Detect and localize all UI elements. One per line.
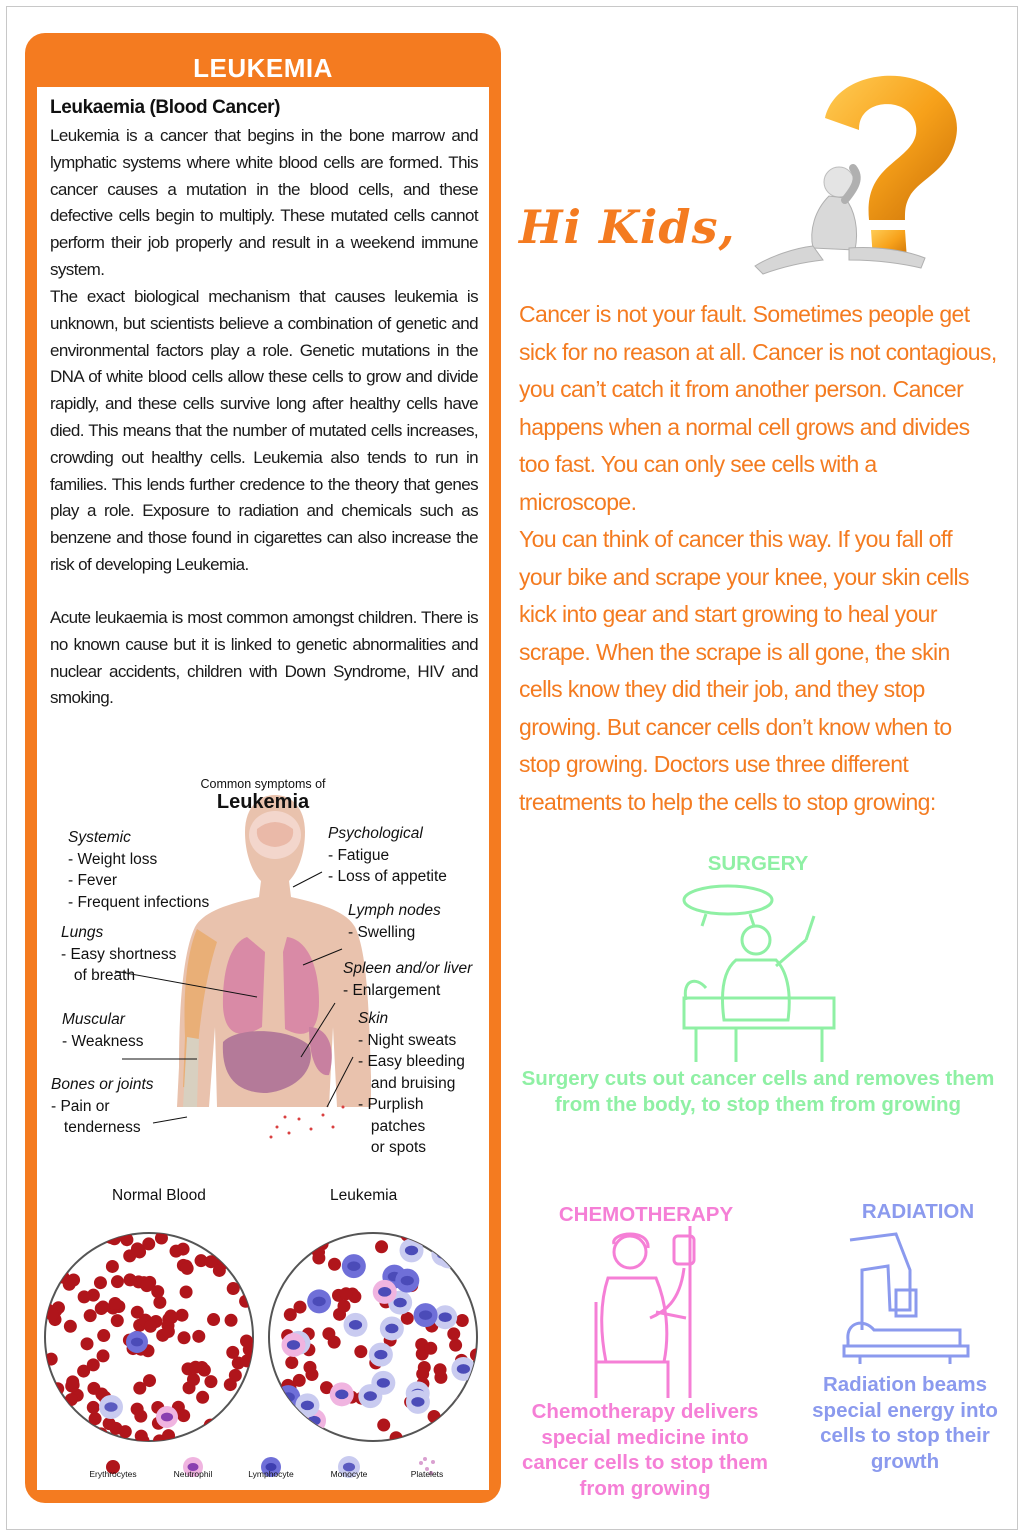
legend-platelets: Platelets [410, 1469, 444, 1479]
legend-monocyte: Monocyte [330, 1469, 368, 1479]
erythrocyte-cell [44, 1259, 57, 1272]
radiation-icon [840, 1230, 970, 1365]
erythrocyte-cell [192, 1330, 205, 1343]
erythrocyte-cell [134, 1410, 147, 1423]
erythrocyte-cell [111, 1275, 124, 1288]
erythrocyte-cell [64, 1415, 77, 1428]
legend-neutrophil: Neutrophil [173, 1469, 213, 1479]
chemotherapy-icon [590, 1222, 720, 1402]
erythrocyte-cell [96, 1301, 109, 1314]
leukemia-panel [25, 33, 501, 1503]
label-bones-joints: Bones or joints - Pain or tenderness [51, 1076, 154, 1136]
erythrocyte-cell [281, 1257, 294, 1270]
erythrocyte-cell [227, 1282, 240, 1295]
symptoms-caption-large: Leukemia [216, 791, 310, 813]
erythrocyte-cell [140, 1279, 153, 1292]
erythrocyte-cell [224, 1378, 237, 1391]
erythrocyte-cell [56, 1231, 69, 1244]
erythrocyte-cell [207, 1313, 220, 1326]
erythrocyte-cell [424, 1342, 437, 1355]
chemotherapy-description: Chemotherapy delivers special medicine into cancer cells to stop them from growing [521, 1400, 769, 1500]
surgery-description: Surgery cuts out cancer cells and removes them from the body, to stop them from growing [521, 1067, 995, 1116]
label-lungs: Lungs - Easy shortness of breath [61, 924, 177, 984]
erythrocyte-cell [109, 1297, 122, 1310]
blood-circles [37, 1207, 489, 1487]
erythrocyte-cell [375, 1240, 388, 1253]
erythrocyte-cell [217, 1233, 230, 1246]
erythrocyte-cell [449, 1339, 462, 1352]
surgery-title: SURGERY [707, 852, 809, 875]
erythrocyte-cell [303, 1361, 316, 1374]
erythrocyte-cell [412, 1228, 425, 1241]
label-systemic: Systemic - Weight loss - Fever - Frequent infections [68, 829, 210, 911]
erythrocyte-cell [288, 1413, 301, 1426]
symptoms-diagram [37, 777, 489, 1167]
erythrocyte-cell [65, 1393, 78, 1406]
erythrocyte-cell [143, 1374, 156, 1387]
erythrocyte-cell [131, 1306, 144, 1319]
erythrocyte-cell [281, 1232, 294, 1245]
paragraph-1: Leukemia is a cancer that begins in the bone marrow and lymphatic systems where white blood cells are formed. This cancer causes a mutation in the blood cells, and these defective cells begin to multiply. These mutated cells cannot perform their job properly and result in a weekend immune system. [50, 126, 478, 279]
monocyte-cell [431, 1242, 455, 1266]
erythrocyte-cell [444, 1236, 457, 1249]
erythrocyte-cell [66, 1375, 79, 1388]
erythrocyte-cell [454, 1413, 467, 1426]
erythrocyte-cell [213, 1264, 226, 1277]
erythrocyte-cell [204, 1375, 217, 1388]
erythrocyte-cell [434, 1363, 447, 1376]
erythrocyte-cell [340, 1287, 353, 1300]
erythrocyte-cell [337, 1300, 350, 1313]
surgery-icon [676, 880, 841, 1065]
erythrocyte-cell [455, 1228, 468, 1241]
erythrocyte-cell [170, 1245, 183, 1258]
erythrocyte-cell [228, 1249, 241, 1262]
radiation-description: Radiation beams special energy into cells to stop their growth [812, 1373, 998, 1473]
erythrocyte-cell [328, 1258, 341, 1271]
legend-erythrocytes: Erythrocytes [89, 1469, 137, 1479]
label-lymph-nodes: Lymph nodes - Swelling [348, 902, 441, 941]
platelet-legend-icon [431, 1460, 435, 1464]
erythrocyte-cell [162, 1325, 175, 1338]
erythrocyte-cell [142, 1237, 155, 1250]
neutrophil-cell [454, 1394, 478, 1418]
erythrocyte-cell [312, 1252, 325, 1265]
erythrocyte-cell [40, 1385, 53, 1398]
erythrocyte-cell [103, 1417, 116, 1430]
blood-comparison [37, 1187, 489, 1487]
paragraph-3: Acute leukaemia is most common amongst children. There is no known cause but it is linked to genetic abnormalities and nuclear accidents, children with Down Syndrome, HIV and smoking. [50, 608, 478, 708]
erythrocyte-cell [111, 1314, 124, 1327]
erythrocyte-cell [81, 1337, 94, 1350]
erythrocyte-cell [458, 1256, 471, 1269]
erythrocyte-cell [74, 1433, 87, 1446]
erythrocyte-cell [187, 1373, 200, 1386]
label-psychological: Psychological - Fatigue - Loss of appetite [328, 825, 447, 885]
erythrocyte-cell [225, 1314, 238, 1327]
erythrocyte-cell [240, 1335, 253, 1348]
panel-subtitle: Leukaemia (Blood Cancer) [50, 97, 281, 118]
erythrocyte-cell [322, 1327, 335, 1340]
erythrocyte-cell [289, 1240, 302, 1253]
erythrocyte-cell [131, 1242, 144, 1255]
erythrocyte-cell [180, 1285, 193, 1298]
erythrocyte-cell [428, 1410, 441, 1423]
erythrocyte-cell [219, 1430, 232, 1443]
erythrocyte-cell [87, 1401, 100, 1414]
label-muscular: Muscular - Weakness [62, 1011, 144, 1050]
erythrocyte-cell [438, 1427, 451, 1440]
erythrocyte-cell [377, 1419, 390, 1432]
erythrocyte-cell [189, 1361, 202, 1374]
erythrocyte-cell [467, 1228, 480, 1241]
erythrocyte-cell [74, 1234, 87, 1247]
erythrocyte-cell [76, 1237, 89, 1250]
erythrocyte-cell [97, 1329, 110, 1342]
panel-title: LEUKEMIA [193, 53, 333, 83]
chemotherapy-title: CHEMOTHERAPY [558, 1203, 734, 1226]
erythrocyte-cell [175, 1309, 188, 1322]
erythrocyte-cell [294, 1301, 307, 1314]
paragraph-2: The exact biological mechanism that causes leukemia is unknown, but scientists believe a combination of genetic and environmental factors play a role. Genetic mutations in the DNA of white blood cells allow these cells to grow and divide rapidly, and these cells survive long after healthy cells have died. This means that the number of mutated cells increases, crowding out healthy cells. Leukemia also tends to run in families. This lends further credence to the theory that genes play a role. Exposure to radiation and chemicals such as benzene and those found in cigarettes can also increase the risk of developing Leukemia. [50, 287, 478, 574]
erythrocyte-cell [153, 1296, 166, 1309]
erythrocyte-cell [55, 1411, 68, 1424]
erythrocyte-cell [456, 1314, 469, 1327]
hi-kids-greeting: Hi Kids, [519, 200, 736, 254]
erythrocyte-cell [181, 1262, 194, 1275]
leukemia-blood-title: Leukemia [330, 1187, 398, 1204]
erythrocyte-cell [84, 1309, 97, 1322]
kids-paragraph-1: Cancer is not your fault. Sometimes people get sick for no reason at all. Cancer is not contagious, you can’t catch it from another person. Cancer happens when a normal cell grows and divides too fast. You can only see cells with a microscope. [519, 301, 997, 515]
platelet-legend-icon [423, 1457, 427, 1461]
erythrocyte-cell [196, 1391, 209, 1404]
erythrocyte-cell [233, 1407, 246, 1420]
label-skin: Skin - Night sweats - Easy bleeding and bruising - Purplish patches or spots [358, 1010, 465, 1156]
erythrocyte-cell [64, 1320, 77, 1333]
erythrocyte-cell [354, 1345, 367, 1358]
legend-lymphocyte: Lymphocyte [248, 1469, 294, 1479]
erythrocyte-cell [151, 1285, 164, 1298]
erythrocyte-cell [119, 1425, 132, 1438]
thinking-person-icon [745, 70, 975, 280]
erythrocyte-cell [87, 1358, 100, 1371]
erythrocyte-cell [55, 1412, 68, 1425]
erythrocyte-cell [178, 1331, 191, 1344]
erythrocyte-cell [164, 1310, 177, 1323]
symptoms-caption-small: Common symptoms of [200, 777, 326, 791]
kids-paragraph-2: You can think of cancer this way. If you fall off your bike and scrape your knee, your skin cells kick into gear and start growing to heal your scrape. When the scrape is all gone, the skin cells know they did their job, and they stop growing. But cancer cells don’t know when to stop growing. Doctors use three different treatments to help the cells to stop growing: [519, 526, 969, 815]
erythrocyte-cell [447, 1327, 460, 1340]
erythrocyte-cell [284, 1245, 297, 1258]
erythrocyte-cell [236, 1430, 249, 1443]
erythrocyte-cell [293, 1374, 306, 1387]
erythrocyte-cell [97, 1349, 110, 1362]
erythrocyte-cell [447, 1425, 460, 1438]
erythrocyte-cell [239, 1266, 252, 1279]
erythrocyte-cell [57, 1435, 70, 1448]
erythrocyte-cell [124, 1273, 137, 1286]
erythrocyte-cell [94, 1276, 107, 1289]
normal-blood-title: Normal Blood [112, 1187, 206, 1204]
erythrocyte-cell [78, 1290, 91, 1303]
panel-content [37, 87, 489, 1490]
question-mark-figure [745, 70, 975, 280]
erythrocyte-cell [144, 1320, 157, 1333]
radiation-title: RADIATION [861, 1200, 975, 1223]
platelet-legend-icon [419, 1461, 423, 1465]
erythrocyte-cell [225, 1426, 238, 1439]
erythrocyte-cell [285, 1356, 298, 1369]
erythrocyte-cell [87, 1382, 100, 1395]
label-spleen-liver: Spleen and/or liver - Enlargement [343, 960, 473, 999]
erythrocyte-cell [56, 1241, 69, 1254]
erythrocyte-cell [106, 1260, 119, 1273]
erythrocyte-cell [73, 1227, 86, 1240]
erythrocyte-cell [55, 1421, 68, 1434]
